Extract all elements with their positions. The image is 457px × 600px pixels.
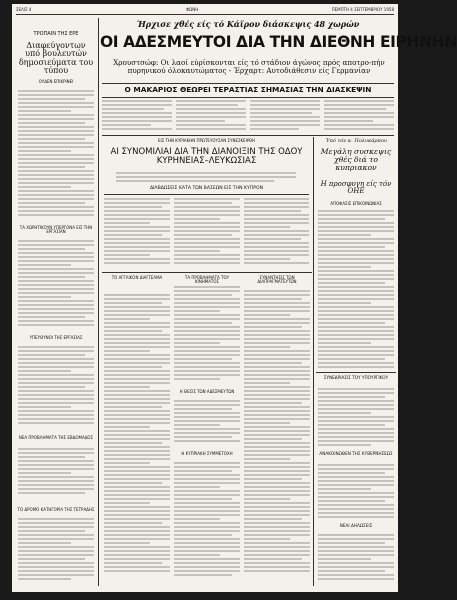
page-number: ΣΕΛΙΣ 4 — [16, 7, 32, 12]
center-b3: ΣΥΝΑΝΤΗΣΙΣ ΤΩΝ ΔΙΑΠΡΑΓΜΑΤΕΥΤΩΝ — [257, 275, 297, 285]
left-headline: Διαφεύγοντων υπό βουλευτών δημοσιεύματα του τύπου — [18, 41, 94, 76]
center-lower-col-1 — [104, 294, 170, 584]
left-sub: ΟΥΔΕΝ ΕΠΙΚΡΙΝΕΙ — [38, 79, 74, 84]
left-column-rule — [98, 18, 99, 586]
left-body-2 — [18, 240, 94, 330]
center-b4: Η ΘΕΣΙΣ ΤΩΝ ΑΔΕΣΜΕΥΤΩΝ — [179, 389, 235, 394]
center-lower-col-2b — [174, 400, 240, 448]
center-body-col-1 — [104, 198, 170, 268]
left-h5: ΤΟ ΔΡΟΜΟ ΚΑΤΗΓΟΡΙΑ ΤΗΣ ΤΕΤΡΑΔΗΣ — [17, 507, 95, 512]
center-body-col-2 — [174, 198, 240, 268]
center-lower-col-2c — [174, 462, 240, 584]
left-body-1 — [18, 90, 94, 220]
paper-name: ΦΩΝΗ — [186, 7, 199, 12]
right-body-3 — [318, 464, 394, 520]
issue-date: ΠΕΜΠΤΗ 4 ΣΕΠΤΕΜΒΡΙΟΥ 1958 — [331, 7, 394, 12]
right-kicker: Ύπό τόν κ. Πολυκάρπου — [325, 138, 387, 144]
subhead-rule — [102, 83, 394, 84]
center-b2: ΤΑ ΠΡΟΒΛΗΜΑΤΑ ΤΟΥ ΚΙΝΗΜΑΤΟΣ — [184, 275, 230, 285]
center-headline: ΑΙ ΣΥΝΟΜΙΛΙΑΙ ΔΙΑ ΤΗΝ ΔΙΑΝΟΙΞΙΝ ΤΗΣ ΟΔΟΥ ΚΥΡΗΝΕΙΑΣ–ΛΕΥΚΩΣΙΑΣ — [110, 147, 303, 166]
page-header — [16, 6, 394, 15]
makarios-body-col-2 — [176, 100, 246, 132]
left-h2: ΤΑ ΧΩΡΗΤΙΚΟΥΝ ΥΠΕΡΓΟΝΑ ΕΙΣ ΤΗΝ ΕΡΓΑΣΙΑΝ — [19, 225, 93, 235]
right-h4: ΝΕΑΙ ΔΗΛΩΣΕΙΣ — [339, 523, 373, 528]
right-sub: Η προσφυγη είς τόν ΟΗΕ — [320, 180, 392, 196]
center-lower-col-3 — [244, 290, 310, 584]
left-body-5 — [18, 518, 94, 584]
right-body-2 — [318, 388, 394, 448]
main-headline: ΟΙ ΑΔΕΣΜΕΥΤΟΙ ΔΙΑ ΤΗΝ ΔΙΕΘΝΗ ΕΙΡΗΝΗΝ — [100, 33, 457, 51]
subhead: Χρουστσώφ: Οι λαοί εύρίσκονται είς τό στάδιον άγώνος πρός αποτρο-πήν πυρηνικού όλοκαυτώματος - Έρχαρτ: Αυτοδιάθεσιν είς Γερμανίαν — [113, 58, 385, 75]
right-sub2: ΑΠΟΦΑΣΙΣ ΕΠΙΚΟΙΝΩΝΙΑΣ — [330, 201, 382, 206]
center-kicker: ΕΙΣ ΤΗΝ ΚΥΡΙΑΚΗΝ ΠΡΩΤΕΥΟΥΣΑΝ ΣΥΝΕΣΚΕΨΘΗ — [158, 138, 255, 143]
right-headline: Μεγάλη συσκεψις χθές διά το κυπριακον — [320, 147, 392, 172]
makarios-rule — [102, 97, 394, 98]
upper-rule — [102, 135, 394, 136]
left-h4: ΝΕΑ ΠΡΟΒΛΗΜΑΤΑ ΤΗΣ ΕΒΔΟΜΑΔΟΣ — [18, 435, 94, 440]
center-lower-col-2a — [174, 286, 240, 386]
right-h3: ΑΝΑΚΟΙΝΩΘΕΝ ΤΗΣ ΚΥΒΕΡΝΗΣΕΩΣ — [319, 451, 393, 456]
center-body-col-3 — [244, 198, 309, 268]
left-kicker: ΤΡΟΠΑΙΝ ΤΗΣ ΕΡΕ — [33, 31, 79, 37]
left-body-4 — [18, 448, 94, 498]
newspaper-page — [12, 4, 457, 592]
makarios-body-col-4 — [324, 100, 394, 132]
center-right-rule — [313, 137, 314, 586]
center-deck-rule — [104, 194, 309, 195]
right-body-1 — [318, 210, 394, 370]
makarios-headline: Ο ΜΑΚΑΡΙΟΣ ΘΕΩΡΕΙ ΤΕΡΑΣΤΙΑΣ ΣΗΜΑΣΙΑΣ ΤΗΝ ΔΙΑΣΚΕΨΙΝ — [124, 85, 372, 94]
makarios-body-col-3 — [250, 100, 320, 132]
center-intro — [116, 172, 296, 184]
left-h3: ΥΠΕΥΘΥΝΟΙ ΤΗΣ ΕΡΓΑΣΙΑΣ — [29, 335, 83, 340]
left-body-3 — [18, 346, 94, 426]
right-body-4 — [318, 534, 394, 584]
right-h2: ΣΥΝΕΔΡΙΑΣΙΣ ΤΟΥ ΥΠΟΥΡΓΙΚΟΥ — [323, 375, 389, 380]
left-column — [16, 18, 96, 588]
top-banner: Ήρχισε χθές είς τό Κάϊρον διάσκεψις 48 χωρών — [136, 19, 360, 29]
right-rule-1 — [316, 372, 396, 373]
makarios-body-col-1 — [102, 100, 172, 132]
center-b5: Η ΚΥΠΡΙΑΚΗ ΣΥΜΜΕΤΟΧΗ — [181, 451, 233, 456]
center-deck: ΔΙΑΒΔΩΣΕΙΣ ΚΑΤΑ ΤΩΝ ΒΑΣΕΩΝ ΕΙΣ ΤΗΝ ΚΥΠΡΟΝ — [149, 186, 264, 191]
center-mid-rule — [102, 272, 312, 273]
center-b1: ΤΟ ΑΓΓΛΙΚΟΝ ΔΙΑΓΓΕΛΜΑ — [111, 275, 163, 280]
